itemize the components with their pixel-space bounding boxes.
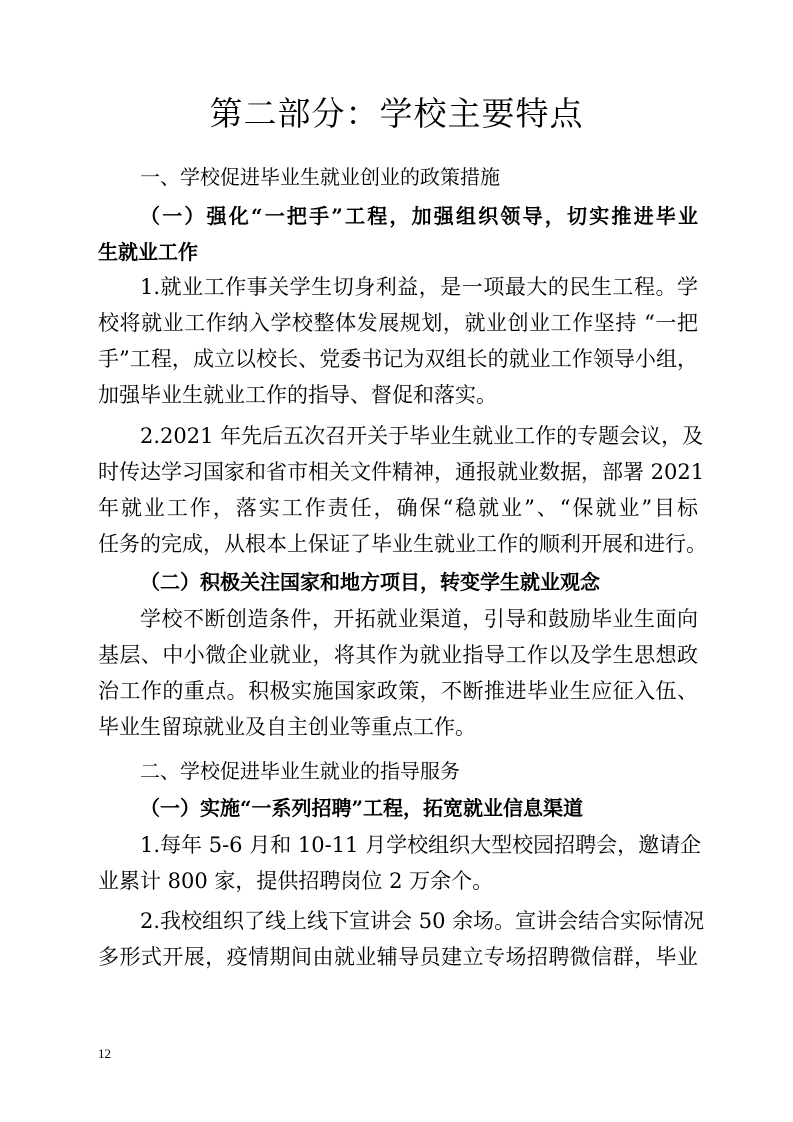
paragraph-line: 学校不断创造条件，开拓就业渠道，引导和鼓励毕业生面向 xyxy=(140,607,698,631)
paragraph-line: 多形式开展，疫情期间由就业辅导员建立专场招聘微信群，毕业 xyxy=(98,945,698,969)
paragraph-line: 加强毕业生就业工作的指导、督促和落实。 xyxy=(98,383,497,407)
paragraph-line: 2.我校组织了线上线下宣讲会 50 余场。宣讲会结合实际情况 xyxy=(140,909,705,933)
page-number: 12 xyxy=(98,1046,111,1061)
paragraph-line: 治工作的重点。积极实施国家政策，不断推进毕业生应征入伍、 xyxy=(98,679,698,703)
paragraph-line: 1.就业工作事关学生切身利益，是一项最大的民生工程。学 xyxy=(140,275,698,299)
paragraph-line: 手”工程，成立以校长、党委书记为双组长的就业工作领导小组， xyxy=(98,347,698,371)
paragraph-line: 业累计 800 家，提供招聘岗位 2 万余个。 xyxy=(98,869,494,893)
paragraph-line: 年就业工作，落实工作责任，确保“稳就业”、“保就业”目标 xyxy=(98,496,698,520)
paragraph-line: 基层、中小微企业就业，将其作为就业指导工作以及学生思想政 xyxy=(98,643,698,667)
subsection-heading-1-1: （一）强化“一把手”工程，加强组织领导，切实推进毕业 xyxy=(140,204,698,228)
subsection-heading-1-2: （二）积极关注国家和地方项目，转变学生就业观念 xyxy=(140,570,600,594)
paragraph-line: 校将就业工作纳入学校整体发展规划，就业创业工作坚持 “一把 xyxy=(98,311,698,335)
subsection-heading-1-1-cont: 生就业工作 xyxy=(98,240,198,264)
paragraph-line: 任务的完成，从根本上保证了毕业生就业工作的顺利开展和进行。 xyxy=(98,532,707,556)
subsection-heading-2-1: （一）实施“一系列招聘”工程，拓宽就业信息渠道 xyxy=(140,796,584,820)
paragraph-line: 1.每年 5-6 月和 10-11 月学校组织大型校园招聘会，邀请企 xyxy=(140,833,702,857)
paragraph-line: 毕业生留琼就业及自主创业等重点工作。 xyxy=(98,715,476,739)
paragraph-line: 时传达学习国家和省市相关文件精神，通报就业数据，部署 2021 xyxy=(98,460,705,484)
section-heading-2: 二、学校促进毕业生就业的指导服务 xyxy=(140,759,460,783)
section-heading-1: 一、学校促进毕业生就业创业的政策措施 xyxy=(140,165,500,189)
page-title: 第二部分：学校主要特点 xyxy=(209,94,584,133)
paragraph-line: 2.2021 年先后五次召开关于毕业生就业工作的专题会议，及 xyxy=(140,424,704,448)
